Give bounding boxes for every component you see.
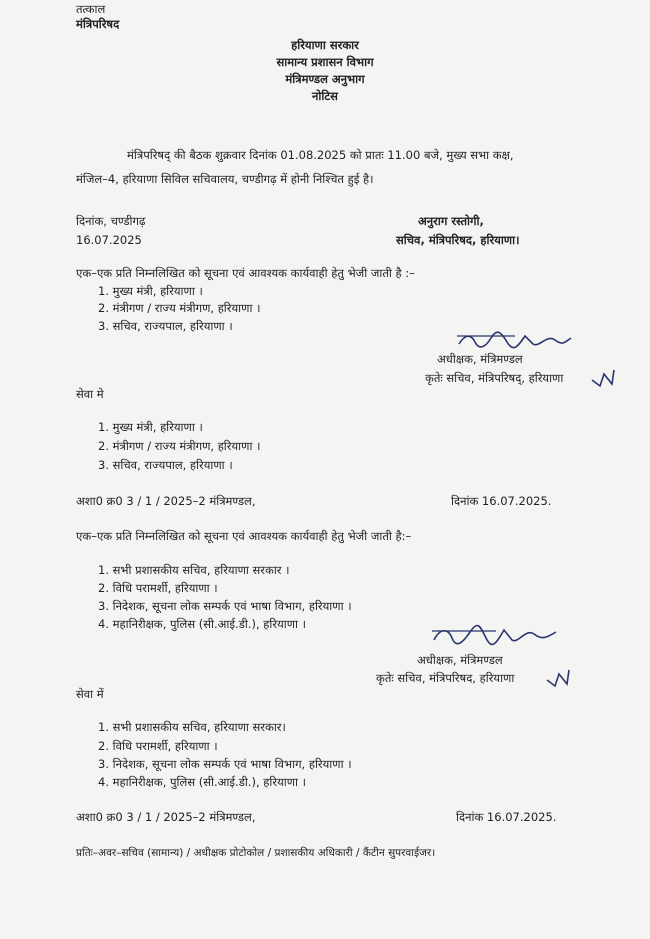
seva1-item-1: 1. मुख्य मंत्री, हरियाणा । xyxy=(98,420,203,434)
seva1-item-3: 3. सचिव, राज्यपाल, हरियाणा । xyxy=(98,458,233,472)
body-para-line1: मंत्रिपरिषद् की बैठक शुक्रवार दिनांक 01.08.2025 को प्रातः 11.00 बजे, मुख्य सभा कक्ष, xyxy=(127,148,514,162)
heading-notice: नोटिस xyxy=(312,89,338,103)
copy1-item-1: 1. मुख्य मंत्री, हरियाणा । xyxy=(98,284,203,298)
copy1-intro: एक–एक प्रति निम्नलिखित को सूचना एवं आवश्यक कार्यवाही हेतु भेजी जाती है :– xyxy=(76,266,415,280)
heading-dept: सामान्य प्रशासन विभाग xyxy=(276,55,374,69)
signature-2 xyxy=(430,622,560,648)
seva1-item-2: 2. मंत्रीगण / राज्य मंत्रीगण, हरियाणा । xyxy=(98,439,261,453)
seva2-date: दिनांक 16.07.2025. xyxy=(456,810,557,824)
initials-mark-1 xyxy=(590,366,616,388)
copy1-sig-title: अधीक्षक, मंत्रिमण्डल xyxy=(437,352,523,366)
copy-footer: प्रतिः–अवर–सचिव (सामान्य) / अधीक्षक प्रोटोकोल / प्रशासकीय अधिकारी / कैंटीन सुपरवाईजर। xyxy=(76,847,436,859)
copy2-item-2: 2. विधि परामर्शी, हरियाणा । xyxy=(98,581,218,595)
signatory-designation: सचिव, मंत्रिपरिषद, हरियाणा। xyxy=(396,233,520,247)
seva2-label: सेवा में xyxy=(76,687,104,701)
seva2-item-3: 3. निदेशक, सूचना लोक सम्पर्क एवं भाषा विभाग, हरियाणा । xyxy=(98,757,352,771)
seva1-label: सेवा मे xyxy=(76,387,104,401)
signature-1 xyxy=(455,328,575,352)
heading-section: मंत्रिमण्डल अनुभाग xyxy=(285,72,365,86)
initials-mark-2 xyxy=(545,666,571,688)
copy1-item-2: 2. मंत्रीगण / राज्य मंत्रीगण, हरियाणा । xyxy=(98,301,261,315)
copy1-sig-for: कृतेः सचिव, मंत्रिपरिषद्, हरियाणा xyxy=(425,371,564,385)
copy2-sig-for: कृतेः सचिव, मंत्रिपरिषद, हरियाणा xyxy=(376,671,515,685)
seva2-item-1: 1. सभी प्रशासकीय सचिव, हरियाणा सरकार। xyxy=(98,720,286,734)
seva2-item-2: 2. विधि परामर्शी, हरियाणा । xyxy=(98,739,218,753)
seva2-reference: अशा0 क्र0 3 / 1 / 2025–2 मंत्रिमण्डल, xyxy=(76,810,256,824)
copy2-item-3: 3. निदेशक, सूचना लोक सम्पर्क एवं भाषा विभाग, हरियाणा । xyxy=(98,599,352,613)
seva2-item-4: 4. महानिरीक्षक, पुलिस (सी.आई.डी.), हरियाणा । xyxy=(98,775,307,789)
body-para-line2: मंजिल–4, हरियाणा सिविल सचिवालय, चण्डीगढ़ में होनी निश्चित हुई है। xyxy=(76,172,374,186)
heading-govt: हरियाणा सरकार xyxy=(291,38,359,52)
signatory-name: अनुराग रस्तोगी, xyxy=(418,214,484,228)
copy2-item-4: 4. महानिरीक्षक, पुलिस (सी.आई.डी.), हरियाणा । xyxy=(98,617,307,631)
issue-date: 16.07.2025 xyxy=(76,233,142,247)
copy1-item-3: 3. सचिव, राज्यपाल, हरियाणा । xyxy=(98,319,233,333)
place-label: दिनांक, चण्डीगढ़ xyxy=(76,214,146,228)
copy2-item-1: 1. सभी प्रशासकीय सचिव, हरियाणा सरकार । xyxy=(98,563,290,577)
copy2-intro: एक–एक प्रति निम्नलिखित को सूचना एवं आवश्यक कार्यवाही हेतु भेजी जाती है:– xyxy=(76,529,412,543)
seva1-date: दिनांक 16.07.2025. xyxy=(451,494,552,508)
urgent-label: तत्काल xyxy=(76,2,106,16)
office-label: मंत्रिपरिषद xyxy=(76,17,120,31)
seva1-reference: अशा0 क्र0 3 / 1 / 2025–2 मंत्रिमण्डल, xyxy=(76,494,256,508)
copy2-sig-title: अधीक्षक, मंत्रिमण्डल xyxy=(417,653,503,667)
